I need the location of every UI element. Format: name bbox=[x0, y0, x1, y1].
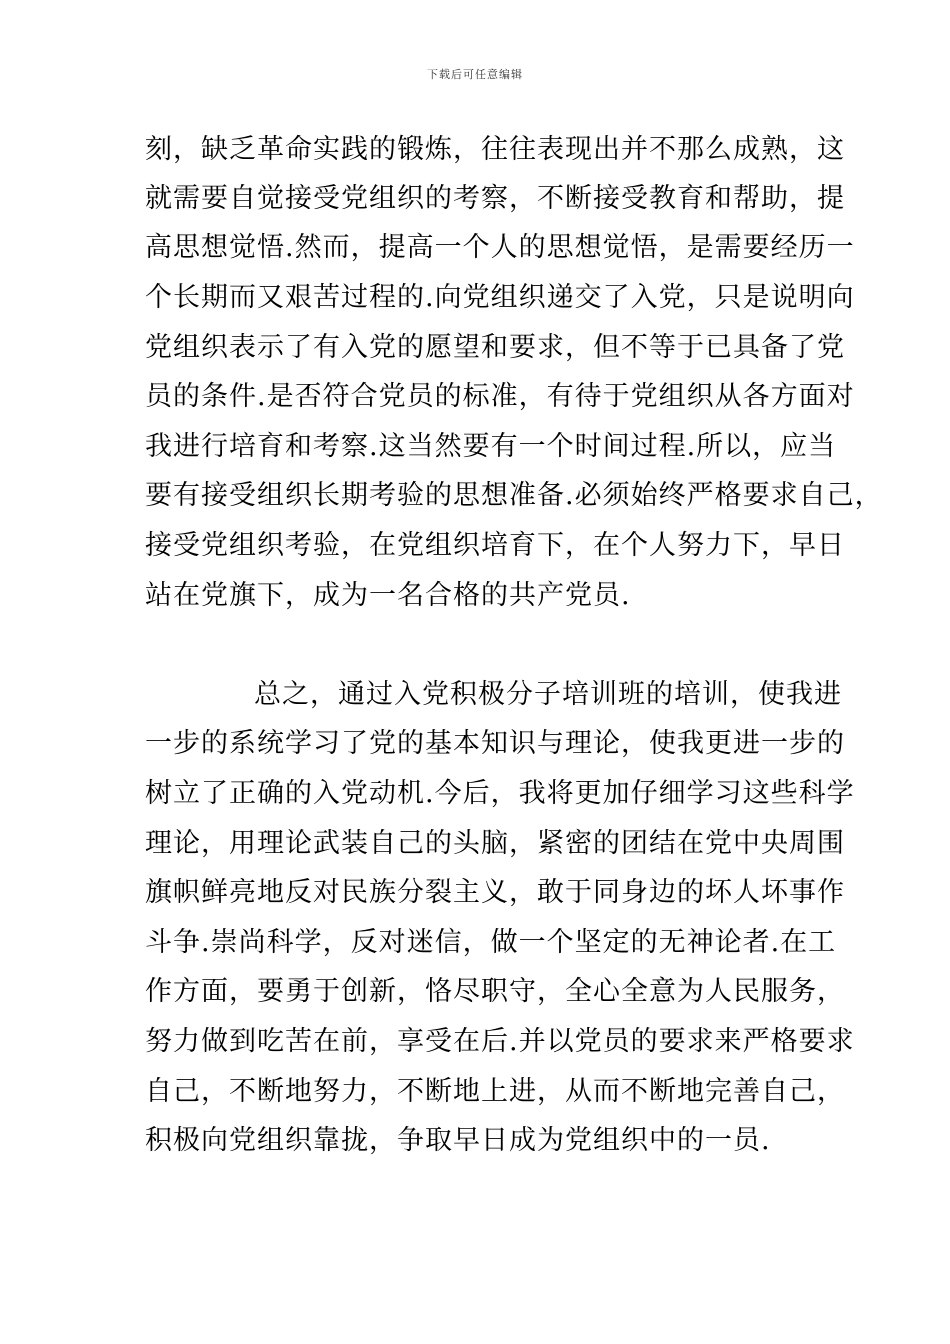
paragraph-line: 要有接受组织长期考验的思想准备.必须始终严格要求自己， bbox=[145, 480, 883, 511]
paragraph-line: 树立了正确的入党动机.今后，我将更加仔细学习这些科学 bbox=[145, 778, 855, 809]
paragraph-line: 站在党旗下，成为一名合格的共产党员. bbox=[145, 580, 631, 611]
paragraph-line: 努力做到吃苦在前，享受在后.并以党员的要求来严格要求 bbox=[145, 1026, 855, 1057]
paragraph-line: 员的条件.是否符合党员的标准，有待于党组织从各方面对 bbox=[145, 381, 855, 412]
header-note: 下载后可任意编辑 bbox=[427, 68, 523, 81]
paragraph-line: 高思想觉悟.然而，提高一个人的思想觉悟，是需要经历一 bbox=[145, 232, 855, 263]
paragraph-line: 理论，用理论武装自己的头脑，紧密的团结在党中央周围 bbox=[145, 828, 845, 859]
paragraph-line: 个长期而又艰苦过程的.向党组织递交了入党，只是说明向 bbox=[145, 282, 855, 313]
paragraph-line: 我进行培育和考察.这当然要有一个时间过程.所以，应当 bbox=[145, 431, 837, 462]
paragraph-line: 一步的系统学习了党的基本知识与理论，使我更进一步的 bbox=[145, 728, 845, 759]
paragraph-line: 作方面，要勇于创新，恪尽职守，全心全意为人民服务， bbox=[145, 976, 845, 1007]
paragraph-line: 总之，通过入党积极分子培训班的培训，使我进 bbox=[254, 679, 842, 710]
paragraph-line: 自己，不断地努力，不断地上进，从而不断地完善自己， bbox=[145, 1076, 845, 1107]
paragraph-line: 积极向党组织靠拢，争取早日成为党组织中的一员. bbox=[145, 1125, 771, 1156]
paragraph-line: 党组织表示了有入党的愿望和要求，但不等于已具备了党 bbox=[145, 332, 845, 363]
paragraph-line: 接受党组织考验，在党组织培育下，在个人努力下，早日 bbox=[145, 530, 845, 561]
paragraph-line: 刻，缺乏革命实践的锻炼，往往表现出并不那么成熟，这 bbox=[145, 134, 845, 165]
paragraph-line: 就需要自觉接受党组织的考察，不断接受教育和帮助，提 bbox=[145, 183, 845, 214]
paragraph-line: 斗争.崇尚科学，反对迷信，做一个坚定的无神论者.在工 bbox=[145, 927, 837, 958]
paragraph-line: 旗帜鲜亮地反对民族分裂主义，敢于同身边的坏人坏事作 bbox=[145, 877, 845, 908]
